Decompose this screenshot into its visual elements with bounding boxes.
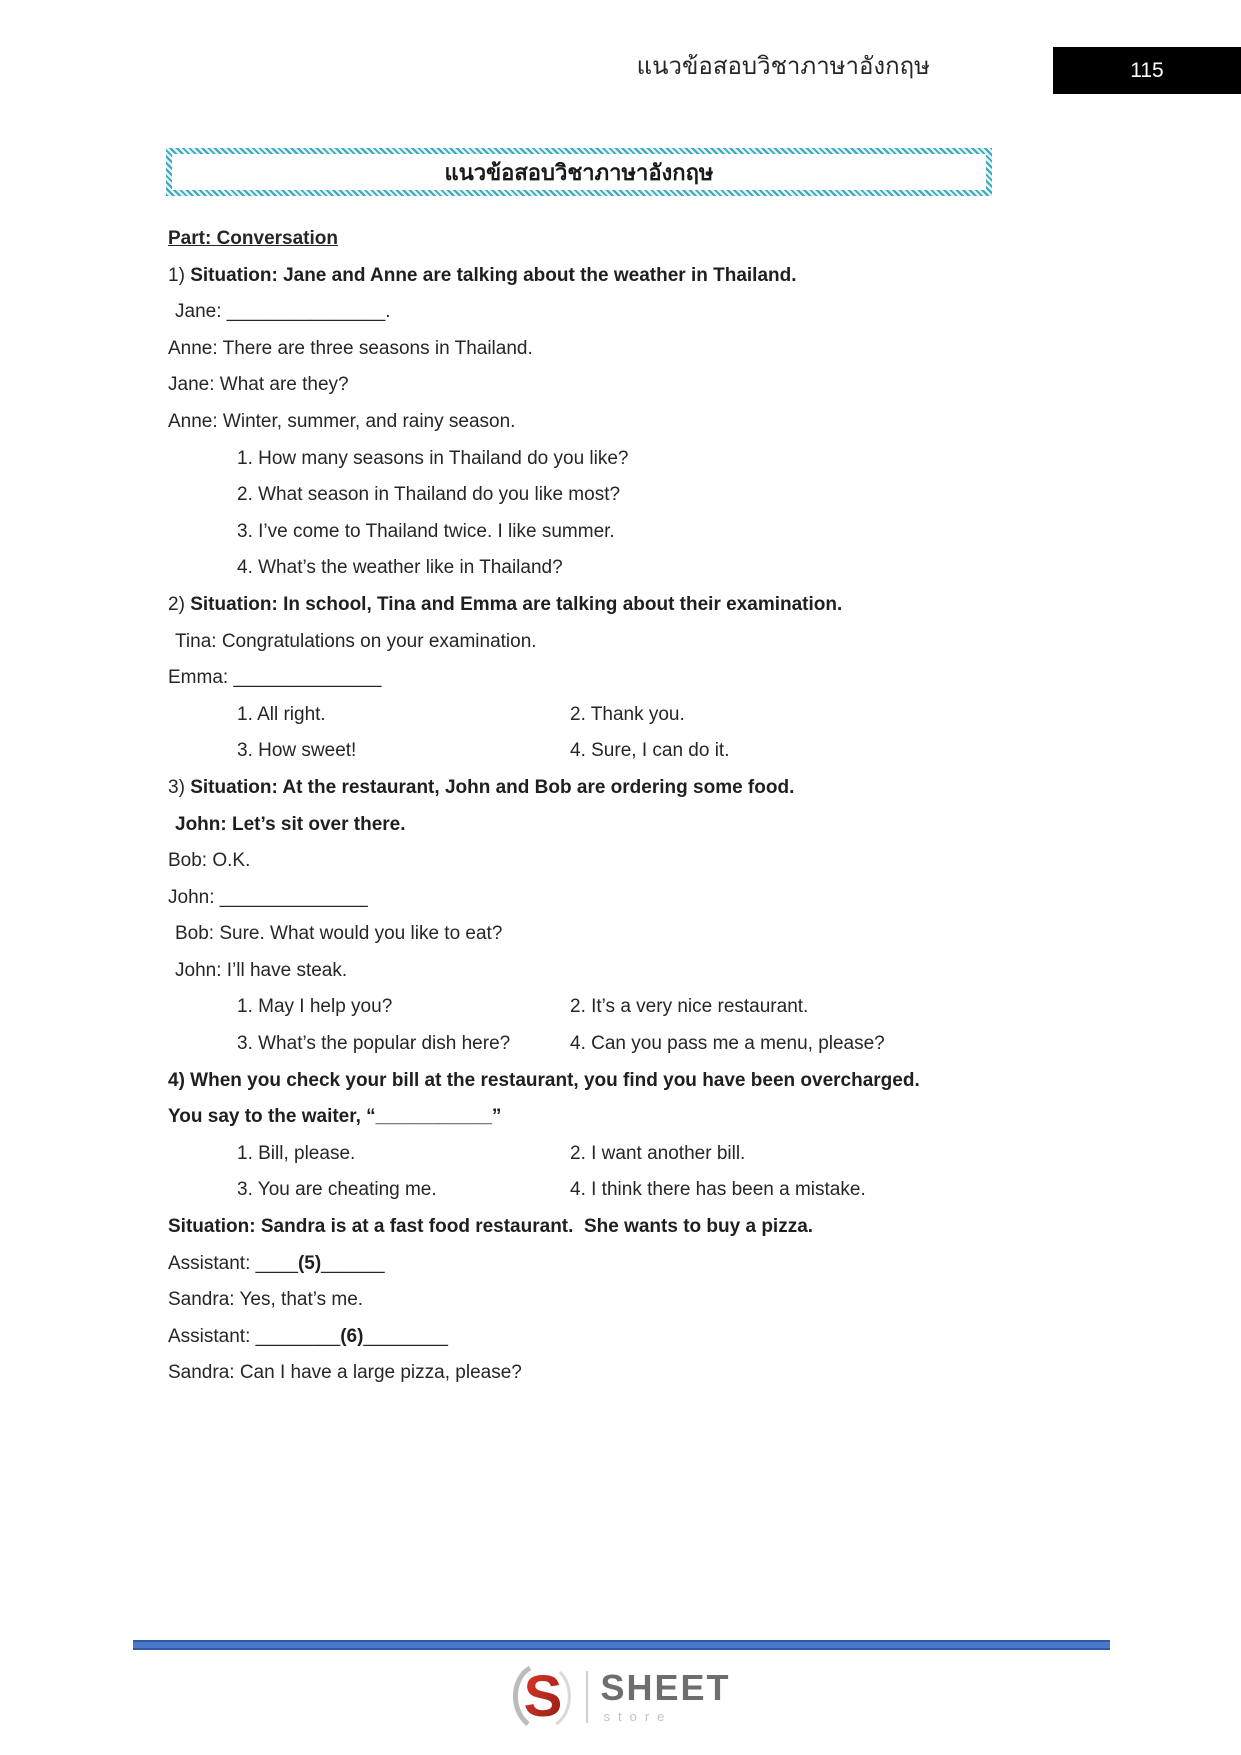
situation-2-number: 2) bbox=[168, 593, 191, 615]
dialogue-line bbox=[168, 660, 1178, 697]
answer-blank: ______________ bbox=[233, 667, 382, 689]
answer-blank: ________ bbox=[255, 1325, 341, 1347]
situation-1-number: 1) bbox=[168, 264, 191, 286]
situation-3-title bbox=[168, 770, 1178, 807]
dialogue-line: Anne: Winter, summer, and rainy season. bbox=[168, 410, 516, 432]
situation-4-title-continued bbox=[168, 1099, 1178, 1136]
option-1: 1. All right. bbox=[237, 703, 326, 725]
svg-text:S: S bbox=[524, 1664, 563, 1729]
situation-1-title bbox=[168, 258, 1178, 295]
situation-3-text: Situation: At the restaurant, John and Bob are ordering some food. bbox=[190, 776, 795, 798]
option-2: 2. What season in Thailand do you like most? bbox=[237, 484, 621, 506]
answer-blank: ______________ bbox=[219, 886, 368, 908]
speaker-emma: Emma: bbox=[168, 667, 234, 689]
speaker-assistant: Assistant: bbox=[168, 1325, 256, 1347]
option-4: 4. Can you pass me a menu, please? bbox=[570, 1033, 885, 1055]
prompt-text: You say to the waiter, “ bbox=[168, 1106, 376, 1128]
speaker-jane: Jane: bbox=[175, 301, 227, 323]
dialogue-line: Jane: What are they? bbox=[168, 374, 349, 396]
running-header-title: แนวข้อสอบวิชาภาษาอังกฤษ bbox=[636, 53, 930, 80]
answer-blank: ______ bbox=[321, 1252, 385, 1274]
answer-blank: ____ bbox=[255, 1252, 298, 1274]
option-4: 4. Sure, I can do it. bbox=[570, 740, 730, 762]
logo-brand-text: SHEET bbox=[600, 1667, 731, 1708]
situation-4-title: 4) When you check your bill at the restaurant, you find you have been overcharged. bbox=[168, 1069, 920, 1091]
option-1: 1. How many seasons in Thailand do you like? bbox=[237, 447, 629, 469]
footer-logo bbox=[0, 1662, 1241, 1732]
option-1: 1. May I help you? bbox=[237, 996, 393, 1018]
dialogue-line bbox=[168, 294, 1178, 331]
option-2: 2. I want another bill. bbox=[570, 1142, 746, 1164]
option-3: 3. You are cheating me. bbox=[237, 1179, 437, 1201]
logo-divider bbox=[586, 1671, 588, 1723]
dialogue-line: Bob: Sure. What would you like to eat? bbox=[175, 923, 503, 945]
option-4: 4. I think there has been a mistake. bbox=[570, 1179, 866, 1201]
dialogue-line: John: I’ll have steak. bbox=[175, 959, 348, 981]
option-2: 2. It’s a very nice restaurant. bbox=[570, 996, 809, 1018]
sheet-store-logo-icon bbox=[510, 1662, 574, 1732]
dialogue-line: Anne: There are three seasons in Thailand. bbox=[168, 337, 533, 359]
exam-content bbox=[168, 221, 1178, 1392]
logo-brand-subtext: store bbox=[603, 1709, 673, 1724]
title-box bbox=[166, 148, 992, 196]
options-row bbox=[168, 697, 1178, 734]
answer-blank: _______________ bbox=[226, 301, 386, 323]
options-row bbox=[168, 733, 1178, 770]
options-row bbox=[168, 1136, 1178, 1173]
footer-divider-bar bbox=[133, 1640, 1110, 1650]
page-title: แนวข้อสอบวิชาภาษาอังกฤษ bbox=[172, 154, 986, 190]
situation-2-text: Situation: In school, Tina and Emma are talking about their examination. bbox=[190, 593, 843, 615]
answer-blank: ________ bbox=[363, 1325, 448, 1347]
page-number-box bbox=[1053, 47, 1241, 94]
speaker-assistant: Assistant: bbox=[168, 1252, 256, 1274]
situation-3-number: 3) bbox=[168, 776, 191, 798]
option-1: 1. Bill, please. bbox=[237, 1142, 356, 1164]
option-3: 3. How sweet! bbox=[237, 740, 357, 762]
speaker-john: John: bbox=[168, 886, 220, 908]
situation-2-title bbox=[168, 587, 1178, 624]
page-number: 115 bbox=[1130, 58, 1164, 82]
options-row bbox=[168, 989, 1178, 1026]
dialogue-line: Bob: O.K. bbox=[168, 850, 251, 872]
dialogue-line: Tina: Congratulations on your examination. bbox=[175, 630, 537, 652]
dialogue-line: Sandra: Yes, that’s me. bbox=[168, 1289, 364, 1311]
option-2: 2. Thank you. bbox=[570, 703, 685, 725]
dialogue-line bbox=[168, 1246, 1178, 1283]
options-row bbox=[168, 1172, 1178, 1209]
answer-blank: ___________ bbox=[375, 1106, 492, 1128]
blank-number-5: (5) bbox=[297, 1252, 322, 1274]
situation-1-text: Situation: Jane and Anne are talking about the weather in Thailand. bbox=[190, 264, 797, 286]
situation-5-title: Situation: Sandra is at a fast food restaurant. She wants to buy a pizza. bbox=[168, 1216, 814, 1238]
option-3: 3. I’ve come to Thailand twice. I like summer. bbox=[237, 520, 615, 542]
part-heading: Part: Conversation bbox=[168, 228, 338, 249]
dialogue-line: Sandra: Can I have a large pizza, please? bbox=[168, 1362, 522, 1384]
logo-text-block bbox=[600, 1667, 731, 1724]
dialogue-line bbox=[168, 880, 1178, 917]
option-3: 3. What’s the popular dish here? bbox=[237, 1033, 511, 1055]
dialogue-line bbox=[168, 1319, 1178, 1356]
closing-quote: ” bbox=[491, 1106, 502, 1128]
options-row bbox=[168, 1026, 1178, 1063]
dialogue-line: John: Let’s sit over there. bbox=[175, 813, 406, 835]
blank-number-6: (6) bbox=[340, 1325, 364, 1347]
period: . bbox=[385, 301, 391, 323]
option-4: 4. What’s the weather like in Thailand? bbox=[237, 557, 563, 579]
